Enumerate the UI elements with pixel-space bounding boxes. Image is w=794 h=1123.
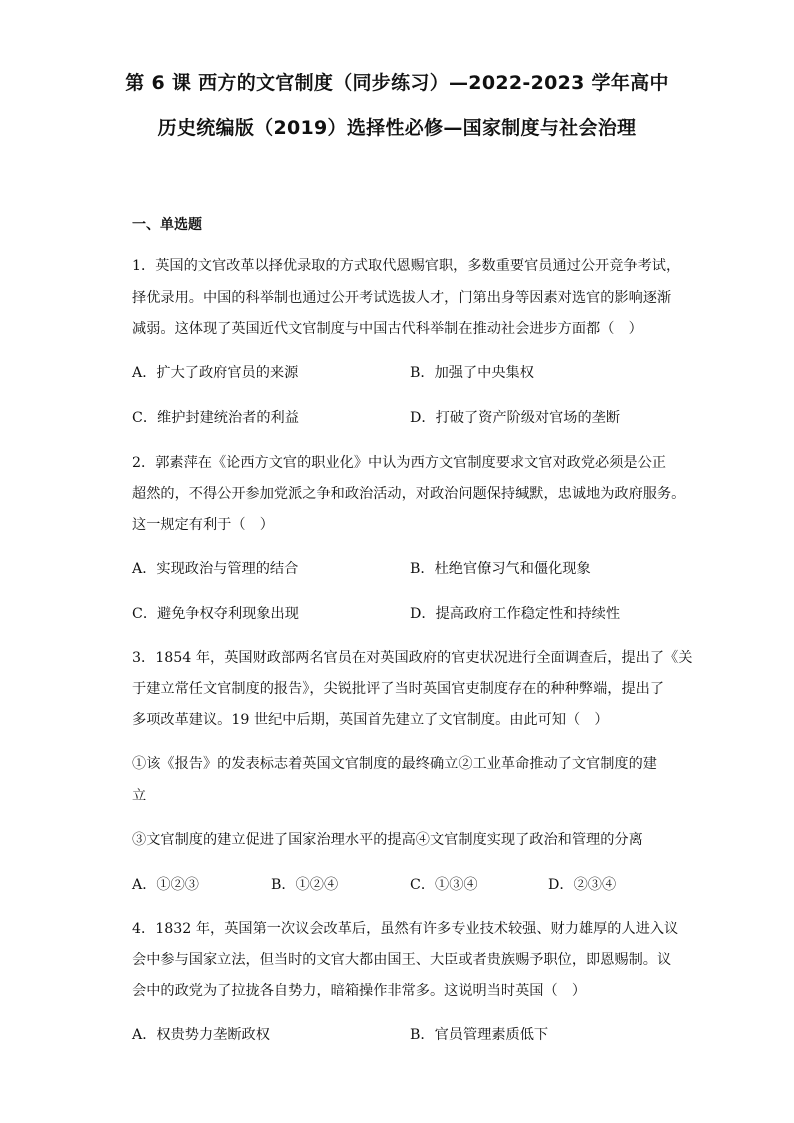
question-4-line-1: 4．1832 年，英国第一次议会改革后，虽然有许多专业技术较强、财力雄厚的人进入议 <box>132 921 679 937</box>
question-2-line-2: 超然的，不得公开参加党派之争和政治活动，对政治问题保持缄默，忠诚地为政府服务。 <box>132 486 686 502</box>
question-1-option-b[interactable]: B．加强了中央集权 <box>410 365 534 381</box>
question-3-statement-line-2: 立 <box>132 788 147 804</box>
question-2-line-1: 2．郭素萍在《论西方文官的职业化》中认为西方文官制度要求文官对政党必须是公正 <box>132 455 666 471</box>
question-1-option-a[interactable]: A．扩大了政府官员的来源 <box>132 365 299 381</box>
question-4-line-2: 会中参与国家立法，但当时的文官大都由国王、大臣或者贵族赐予职位，即恩赐制。议 <box>132 952 672 968</box>
question-4-option-a[interactable]: A．权贵势力垄断政权 <box>132 1027 270 1043</box>
question-3-line-3: 多项改革建议。19 世纪中后期，英国首先建立了文官制度。由此可知（ ） <box>132 712 609 728</box>
question-2-option-a[interactable]: A．实现政治与管理的结合 <box>132 561 299 577</box>
question-3-line-1: 3．1854 年，英国财政部两名官员在对英国政府的官吏状况进行全面调查后，提出了《关 <box>132 650 693 666</box>
question-1-option-c[interactable]: C．维护封建统治者的利益 <box>132 410 299 426</box>
document-title-line-2: 历史统编版（2019）选择性必修—国家制度与社会治理 <box>157 117 637 139</box>
question-3-line-2: 于建立常任文官制度的报告》，尖锐批评了当时英国官吏制度存在的种种弊端，提出了 <box>132 681 665 697</box>
question-2-option-c[interactable]: C．避免争权夺利现象出现 <box>132 606 299 622</box>
question-1-line-1: 1．英国的文官改革以择优录取的方式取代恩赐官职，多数重要官员通过公开竞争考试， <box>132 258 681 274</box>
question-1-line-3: 减弱。这体现了英国近代文官制度与中国古代科举制在推动社会进步方面都（ ） <box>132 321 643 337</box>
question-4-line-3: 会中的政党为了拉拢各自势力，暗箱操作非常多。这说明当时英国（ ） <box>132 983 587 999</box>
section-heading: 一、单选题 <box>132 217 202 233</box>
question-4-option-b[interactable]: B．官员管理素质低下 <box>410 1027 549 1043</box>
question-3-option-c[interactable]: C．①③④ <box>410 877 478 893</box>
question-2-option-b[interactable]: B．杜绝官僚习气和僵化现象 <box>410 561 591 577</box>
question-3-statement-line-3: ③文官制度的建立促进了国家治理水平的提高④文官制度实现了政治和管理的分离 <box>132 832 643 848</box>
question-3-option-b[interactable]: B．①②④ <box>271 877 339 893</box>
question-2-line-3: 这一规定有利于（ ） <box>132 517 274 533</box>
question-3-option-d[interactable]: D．②③④ <box>548 877 617 893</box>
question-3-statement-line-1: ①该《报告》的发表标志着英国文官制度的最终确立②工业革命推动了文官制度的建 <box>132 756 657 772</box>
question-1-line-2: 择优录用。中国的科举制也通过公开考试选拔人才，门第出身等因素对选官的影响逐渐 <box>132 290 672 306</box>
document-title-line-1: 第 6 课 西方的文官制度（同步练习）—2022-2023 学年高中 <box>125 72 669 94</box>
question-3-option-a[interactable]: A．①②③ <box>132 877 199 893</box>
question-1-option-d[interactable]: D．打破了资产阶级对官场的垄断 <box>410 410 621 426</box>
question-2-option-d[interactable]: D．提高政府工作稳定性和持续性 <box>410 606 621 622</box>
